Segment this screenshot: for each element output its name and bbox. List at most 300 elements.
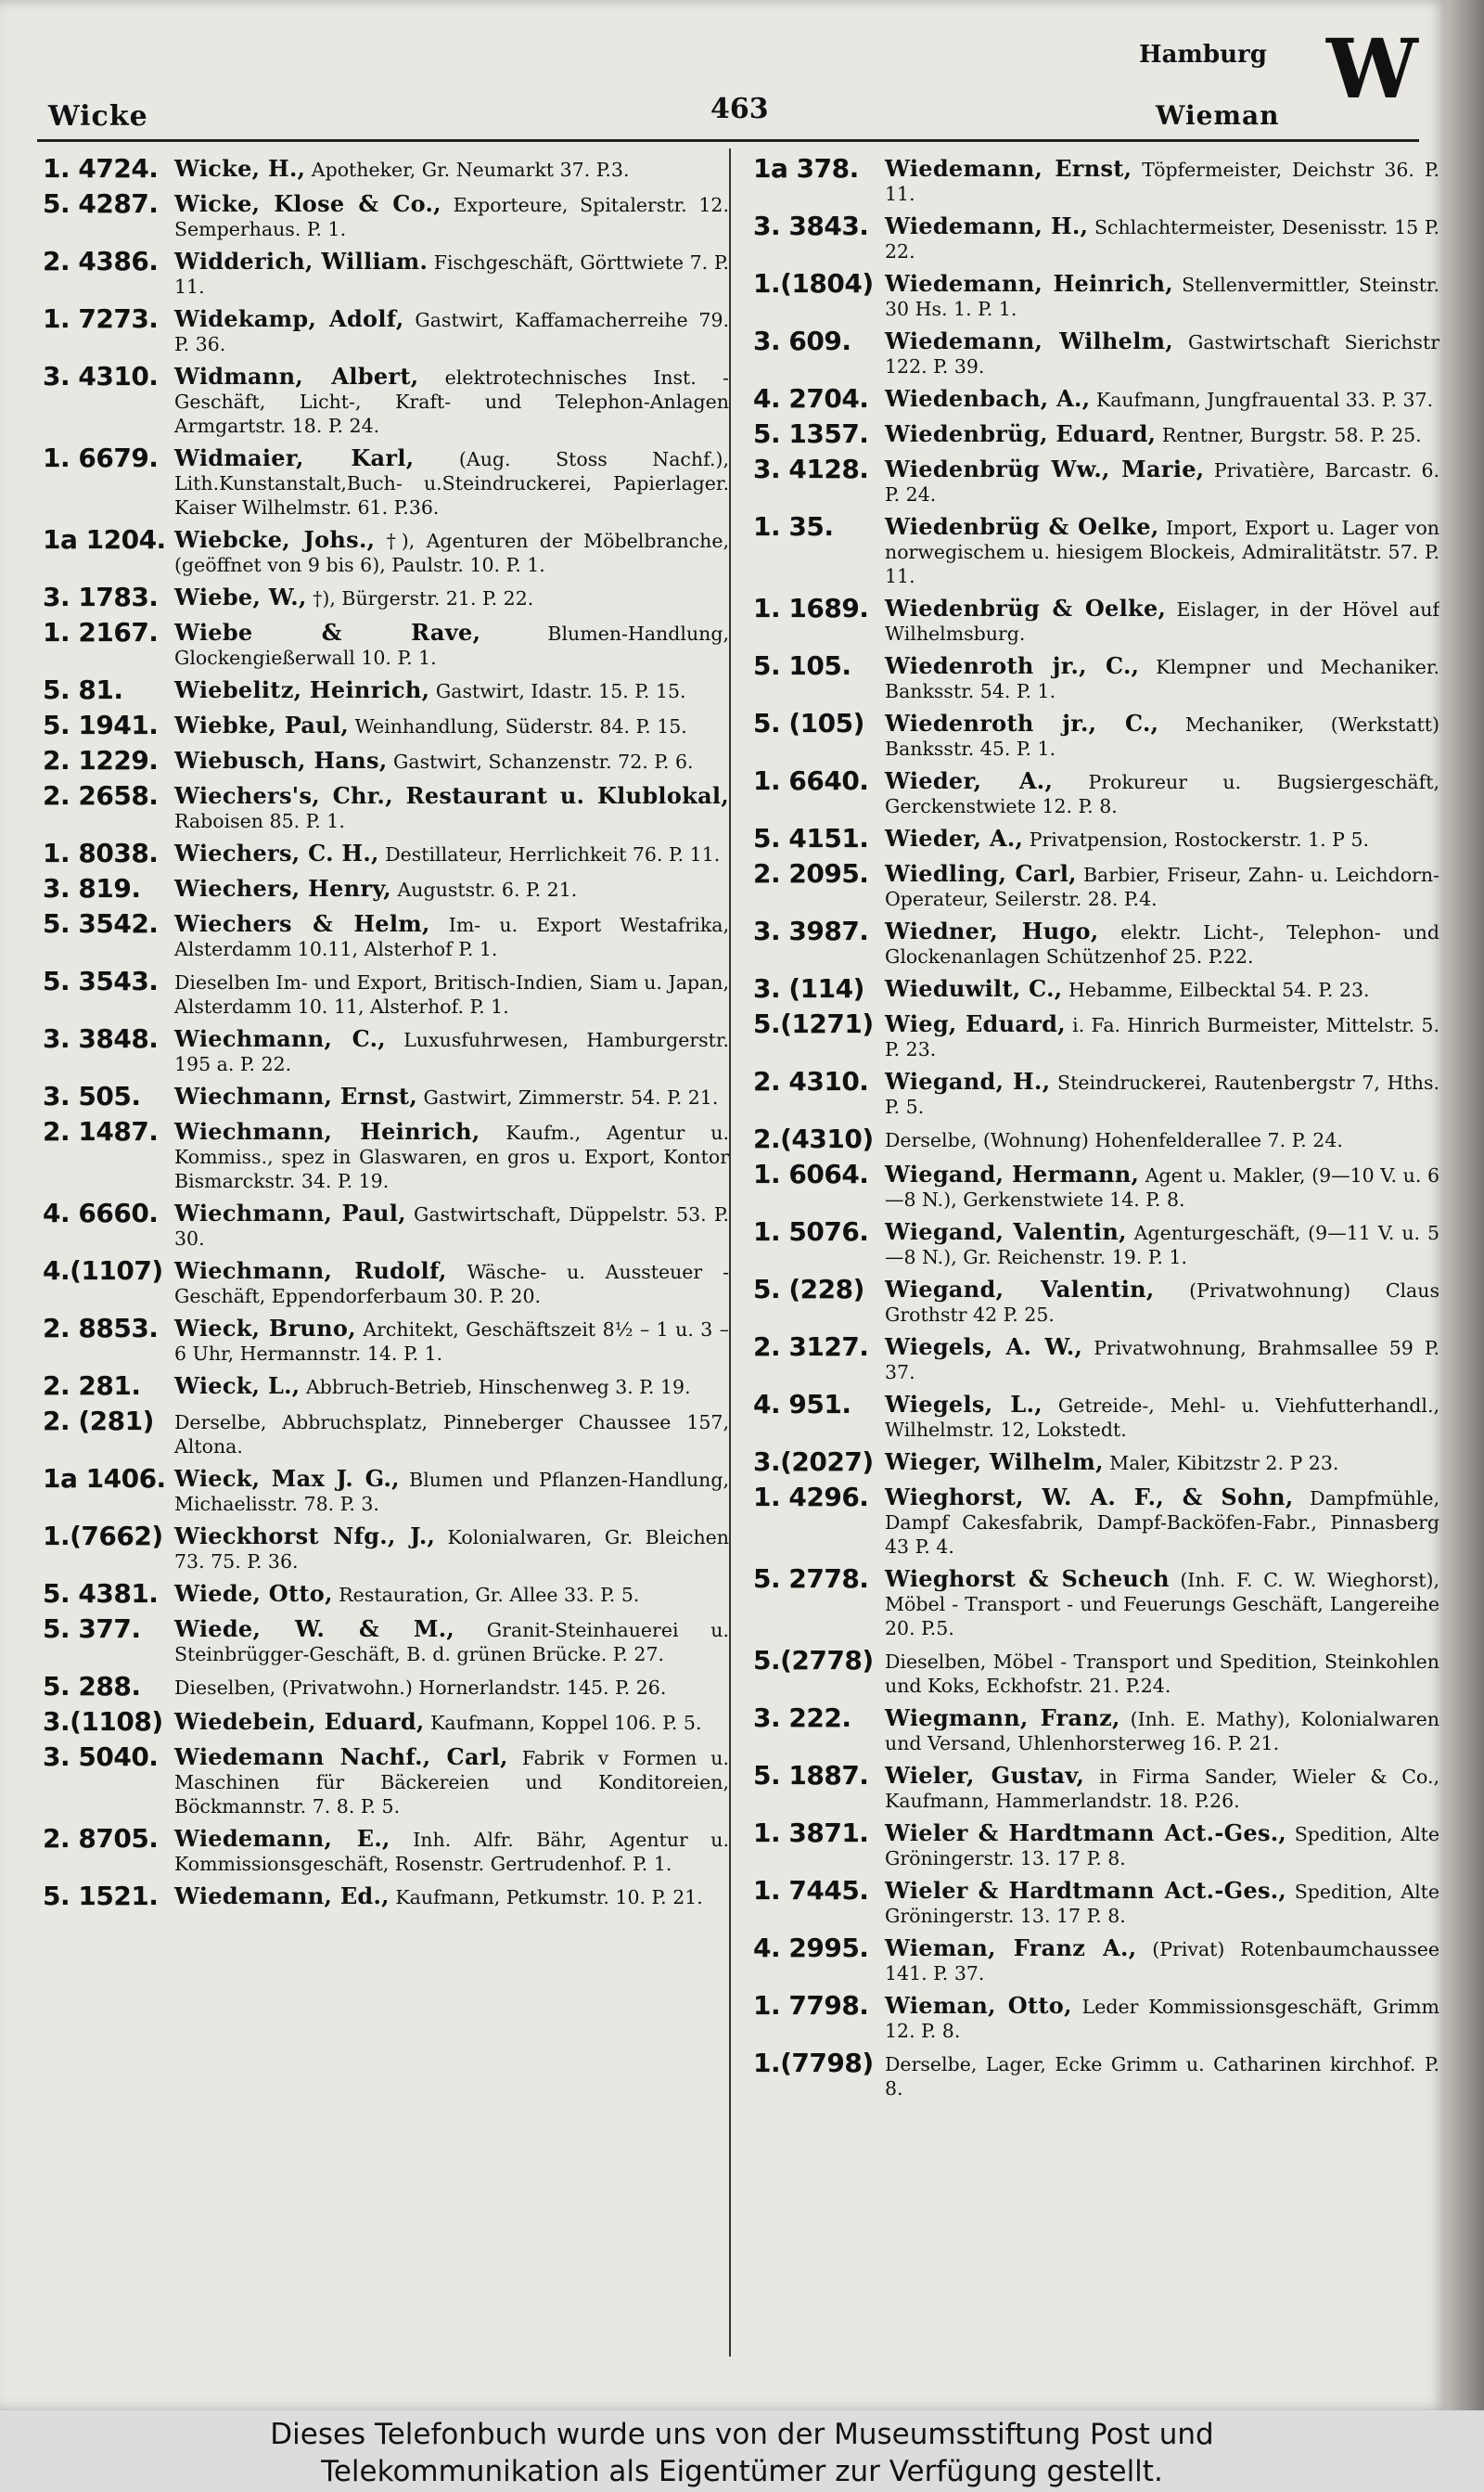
city-heading: Hamburg: [1139, 41, 1267, 69]
directory-entry: [43, 1672, 729, 1702]
entry-text: [174, 839, 729, 867]
phone-number: 1. 35.: [753, 511, 834, 542]
entry-details: Leder Kommissionsgeschäft, Grimm 12. P. 8.: [885, 1996, 1439, 2042]
entry-text: [885, 2049, 1439, 2100]
directory-entry: [753, 1067, 1439, 1119]
directory-entry: [43, 525, 729, 577]
directory-entry: [753, 1009, 1439, 1061]
entry-text: [174, 1579, 729, 1607]
phone-number: 1. 1689.: [753, 593, 869, 623]
entry-details: Mechaniker, (Werkstatt) Banksstr. 45. P. 1.: [885, 713, 1439, 760]
phone-number: 3. 222.: [753, 1702, 851, 1733]
subscriber-name: Wiegels, A. W.,: [885, 1333, 1083, 1360]
phone-number: 3. 5040.: [43, 1741, 159, 1772]
phone-number: 1. 6064.: [753, 1159, 869, 1189]
right-column: [753, 154, 1439, 2362]
phone-number: 5. 3543.: [43, 966, 159, 996]
subscriber-name: Wiedling, Carl,: [885, 860, 1077, 887]
phone-number: 3. 505.: [43, 1081, 141, 1111]
directory-entry: [753, 512, 1439, 588]
entry-details: Klempner und Mechaniker. Banksstr. 54. P. 1.: [885, 656, 1439, 702]
entry-text: [174, 1882, 729, 1909]
entry-text: [174, 1522, 729, 1574]
subscriber-name: Wiedenroth jr., C.,: [885, 710, 1159, 737]
phone-number: 2. 281.: [43, 1370, 141, 1401]
phone-number: 5. 1941.: [43, 710, 159, 740]
directory-entry: [43, 967, 729, 1019]
phone-number: 4. 2995.: [753, 1933, 869, 1963]
phone-number: 4. 2704.: [753, 383, 869, 414]
directory-entry: [753, 1160, 1439, 1212]
entry-text: [885, 1646, 1439, 1698]
subscriber-name: Wieck, Max J. G.,: [174, 1465, 400, 1492]
phone-number: 5. (228): [753, 1274, 864, 1304]
entry-text: [174, 583, 729, 610]
entry-details: Dieselben, (Privatwohn.) Hornerlandstr. 145. P. 26.: [174, 1676, 667, 1699]
entry-details: Rentner, Burgstr. 58. P. 25.: [1156, 424, 1422, 446]
entry-details: Schlachtermeister, Desenisstr. 15 P. 22.: [885, 216, 1439, 263]
subscriber-name: Wieg, Eduard,: [885, 1010, 1066, 1037]
entry-details: Gastwirt, Zimmerstr. 54. P. 21.: [416, 1086, 719, 1109]
phone-number: 5. 81.: [43, 674, 123, 705]
page-header: [0, 0, 1447, 148]
entry-text: [174, 781, 729, 833]
phone-number: 2. 4386.: [43, 246, 159, 276]
entry-text: [885, 824, 1439, 852]
entry-details: Blumen und Pflanzen-Handlung, Michaelisstr. 78. P. 3.: [174, 1469, 729, 1515]
entry-details: †), Agenturen der Möbelbranche, (geöffnet von 9 bis 6), Paulstr. 10. P. 1.: [174, 530, 729, 576]
subscriber-name: Wiede, Otto,: [174, 1580, 333, 1607]
entry-text: [174, 1824, 729, 1876]
subscriber-name: Wieman, Otto,: [885, 1992, 1072, 2019]
phone-number: 5. (105): [753, 708, 864, 739]
subscriber-name: Wiebelitz, Heinrich,: [174, 676, 430, 703]
header-rule: [37, 139, 1419, 142]
footer-line-1: Dieses Telefonbuch wurde uns von der Museumsstiftung Post und: [270, 2418, 1214, 2451]
entry-details: Blumen-Handlung, Glockengießerwall 10. P. 1.: [174, 623, 729, 669]
subscriber-name: Wiedemann, Ernst,: [885, 155, 1132, 182]
entry-text: [174, 189, 729, 241]
subscriber-name: Wiedebein, Eduard,: [174, 1708, 425, 1735]
subscriber-name: Widmaier, Karl,: [174, 444, 415, 471]
entry-details: Weinhandlung, Süderstr. 84. P. 15.: [349, 715, 687, 738]
subscriber-name: Wiegand, Hermann,: [885, 1161, 1140, 1188]
phone-number: 2. (281): [43, 1406, 154, 1436]
directory-entry: [43, 247, 729, 299]
directory-entry: [43, 1407, 729, 1458]
entry-details: Kaufmann, Koppel 106. P. 5.: [424, 1712, 702, 1734]
entry-details: (Aug. Stoss Nachf.), Lith.Kunstanstalt,Buch- u.Steindruckerei, Papierlager. Kaiser Wilhelmstr. 61. P.36.: [174, 448, 729, 519]
directory-entry: [753, 766, 1439, 818]
entry-details: Kaufm., Agentur u. Kommiss., spez in Glaswaren, en gros u. Export, Kontor Bismarckstr. 34. P. 19.: [174, 1122, 729, 1192]
directory-entry: [43, 1256, 729, 1308]
directory-entry: [753, 1483, 1439, 1559]
directory-entry: [753, 2049, 1439, 2100]
subscriber-name: Wiebusch, Hans,: [174, 747, 388, 774]
section-letter: W: [1326, 20, 1418, 117]
entry-details: Agenturgeschäft, (9—11 V. u. 5—8 N.), Gr. Reichenstr. 19. P. 1.: [885, 1222, 1439, 1268]
entry-text: [885, 709, 1439, 761]
entry-details: Dieselben Im- und Export, Britisch-Indien, Siam u. Japan, Alsterdamm 10. 11, Alsterhof. P. 1.: [174, 971, 729, 1018]
entry-details: Spedition, Alte Gröningerstr. 13. 17 P. 8.: [885, 1823, 1439, 1869]
phone-number: 1. 7273.: [43, 303, 159, 334]
phone-number: 1.(7662): [43, 1521, 163, 1551]
directory-entry: [43, 583, 729, 612]
subscriber-name: Wiedenbrüg, Eduard,: [885, 420, 1157, 447]
subscriber-name: Wiechmann, C.,: [174, 1025, 386, 1052]
directory-entry: [753, 1646, 1439, 1698]
directory-entry: [753, 974, 1439, 1004]
entry-text: [885, 1332, 1439, 1384]
entry-details: Privatwohnung, Brahmsallee 59 P. 37.: [885, 1337, 1439, 1383]
column-divider: [729, 148, 731, 2357]
directory-entry: [753, 1217, 1439, 1269]
subscriber-name: Wiedenbrüg & Oelke,: [885, 595, 1167, 622]
entry-details: in Firma Sander, Wieler & Co., Kaufmann, Hammerlandstr. 18. P.26.: [885, 1766, 1439, 1812]
entry-details: Kolonialwaren, Gr. Bleichen 73. 75. P. 36.: [174, 1526, 729, 1573]
phone-number: 5. 377.: [43, 1613, 141, 1644]
entry-text: [885, 1483, 1439, 1559]
entry-text: [885, 1761, 1439, 1813]
phone-number: 2.(4310): [753, 1124, 874, 1154]
phone-number: 3.(1108): [43, 1706, 163, 1737]
directory-entry: [753, 1818, 1439, 1870]
entry-details: Im- u. Export Westafrika, Alsterdamm 10.11, Alsterhof P. 1.: [174, 914, 729, 960]
left-column: [43, 154, 729, 2362]
subscriber-name: Wiegmann, Franz,: [885, 1704, 1120, 1731]
entry-text: [885, 1564, 1439, 1640]
entry-text: [885, 384, 1439, 412]
directory-entry: [43, 154, 729, 184]
entry-details: Barbier, Friseur, Zahn- u. Leichdorn-Operateur, Seilerstr. 28. P.4.: [885, 864, 1439, 910]
entry-text: [174, 967, 729, 1019]
subscriber-name: Wiechers, C. H.,: [174, 840, 379, 867]
entry-text: [885, 1447, 1439, 1475]
directory-entry: [43, 1742, 729, 1818]
subscriber-name: Wiegand, Valentin,: [885, 1276, 1155, 1303]
directory-entry: [753, 1124, 1439, 1154]
subscriber-name: Wiedemann, Ed.,: [174, 1882, 390, 1909]
subscriber-name: Wiedenbrüg Ww., Marie,: [885, 456, 1205, 482]
entry-details: Gastwirt, Schanzenstr. 72. P. 6.: [387, 751, 694, 773]
entry-details: Gastwirtschaft Sierichstr 122. P. 39.: [885, 331, 1439, 378]
directory-entry: [753, 419, 1439, 449]
entry-details: Inh. Alfr. Bähr, Agentur u. Kommissionsgeschäft, Rosenstr. Gertrudenhof. P. 1.: [174, 1829, 729, 1875]
phone-number: 3. 609.: [753, 326, 851, 356]
directory-entry: [753, 1447, 1439, 1477]
subscriber-name: Wiedenbach, A.,: [885, 385, 1091, 412]
entry-text: [885, 1818, 1439, 1870]
subscriber-name: Wiechmann, Rudolf,: [174, 1257, 447, 1284]
phone-number: 5. 3542.: [43, 908, 159, 939]
subscriber-name: Wiedemann, E.,: [174, 1825, 390, 1852]
subscriber-name: Wiechmann, Heinrich,: [174, 1118, 480, 1145]
subscriber-name: Wiechmann, Ernst,: [174, 1083, 417, 1110]
entry-details: Gastwirtschaft, Düppelstr. 53. P. 30.: [174, 1203, 729, 1250]
directory-entry: [43, 874, 729, 904]
entry-text: [885, 269, 1439, 321]
directory-entry: [753, 859, 1439, 911]
directory-entry: [753, 455, 1439, 507]
entry-details: elektr. Licht-, Telephon- und Glockenanlagen Schützenhof 25. P.22.: [885, 921, 1439, 968]
subscriber-name: Wieder, A.,: [885, 825, 1024, 852]
entry-details: Derselbe, Lager, Ecke Grimm u. Catharinen kirchhof. P. 8.: [885, 2053, 1439, 2100]
phone-number: 3. 4128.: [753, 454, 869, 484]
directory-entry: [43, 1522, 729, 1574]
entry-details: Granit-Steinhauerei u. Steinbrügger-Geschäft, B. d. grünen Brücke. P. 27.: [174, 1619, 729, 1665]
entry-details: Getreide-, Mehl- u. Viehfutterhandl., Wilhelmstr. 12, Lokstedt.: [885, 1394, 1439, 1441]
phone-number: 3. 3987.: [753, 916, 869, 946]
entry-details: Apotheker, Gr. Neumarkt 37. P.3.: [305, 159, 630, 181]
directory-entry: [43, 675, 729, 705]
phone-number: 3. (114): [753, 973, 864, 1004]
entry-text: [174, 909, 729, 961]
directory-entry: [43, 781, 729, 833]
phone-number: 2. 3127.: [753, 1331, 869, 1362]
entry-details: elektrotechnisches Inst. - Geschäft, Licht-, Kraft- und Telephon-Anlagen Armgartstr. 18. P. 24.: [174, 366, 729, 437]
entry-details: Destillateur, Herrlichkeit 76. P. 11.: [378, 843, 721, 866]
subscriber-name: Wiebe, W.,: [174, 584, 307, 610]
right-guide-word: Wieman: [1156, 100, 1280, 131]
directory-entry: [43, 1371, 729, 1401]
directory-entry: [43, 746, 729, 776]
phone-number: 1. 5076.: [753, 1216, 869, 1247]
subscriber-name: Wiedemann, Wilhelm,: [885, 328, 1174, 354]
entry-details: Wäsche- u. Aussteuer - Geschäft, Eppendorferbaum 30. P. 20.: [174, 1261, 729, 1307]
entry-text: [174, 711, 729, 739]
phone-number: 4. 6660.: [43, 1198, 159, 1228]
phone-number: 5. 1521.: [43, 1881, 159, 1911]
phone-number: 1. 3871.: [753, 1818, 869, 1848]
entry-text: [885, 917, 1439, 969]
entry-text: [885, 1275, 1439, 1327]
directory-entry: [43, 1579, 729, 1609]
phone-number: 1a 1204.: [43, 524, 166, 555]
entry-details: (Inh. E. Mathy), Kolonialwaren und Versand, Uhlenhorsterweg 16. P. 21.: [885, 1708, 1439, 1754]
subscriber-name: Wieckhorst Nfg., J.,: [174, 1522, 436, 1549]
entry-text: [174, 1407, 729, 1458]
directory-entry: [43, 839, 729, 868]
phone-number: 1a 378.: [753, 154, 859, 184]
subscriber-name: Wiechers, Henry,: [174, 875, 391, 902]
subscriber-name: Wiede, W. & M.,: [174, 1615, 455, 1642]
subscriber-name: Wiedner, Hugo,: [885, 918, 1099, 944]
phone-number: 3. 4310.: [43, 361, 159, 392]
entry-details: Gastwirt, Idastr. 15. P. 15.: [429, 680, 686, 702]
entry-details: Fischgeschäft, Görttwiete 7. P. 11.: [174, 251, 729, 298]
phone-number: 3. 819.: [43, 873, 141, 904]
entry-details: Eislager, in der Hövel auf Wilhelmsburg.: [885, 598, 1439, 645]
phone-number: 2. 1487.: [43, 1116, 159, 1147]
subscriber-name: Wieghorst, W. A. F., & Sohn,: [885, 1484, 1294, 1510]
subscriber-name: Widmann, Albert,: [174, 363, 419, 390]
phone-number: 5. 4381.: [43, 1578, 159, 1609]
directory-entry: [753, 1564, 1439, 1640]
entry-text: [174, 154, 729, 182]
subscriber-name: Wiebcke, Johs.,: [174, 526, 376, 553]
subscriber-name: Wiegels, L.,: [885, 1391, 1043, 1418]
entry-details: (Privat) Rotenbaumchaussee 141. P. 37.: [885, 1938, 1439, 1985]
directory-entry: [753, 594, 1439, 646]
phone-number: 1. 7798.: [753, 1990, 869, 2021]
entry-text: [174, 1082, 729, 1110]
entry-details: Derselbe, (Wohnung) Hohenfelderallee 7. P. 24.: [885, 1129, 1343, 1151]
phone-number: 3. 3843.: [753, 211, 869, 241]
directory-entry: [753, 824, 1439, 854]
phone-number: 2. 8705.: [43, 1823, 159, 1854]
entry-details: Raboisen 85. P. 1.: [174, 810, 345, 832]
entry-details: i. Fa. Hinrich Burmeister, Mittelstr. 5. P. 23.: [885, 1014, 1439, 1060]
entry-details: (Privatwohnung) Claus Grothstr 42 P. 25.: [885, 1279, 1439, 1326]
entry-text: [885, 651, 1439, 703]
phone-number: 3.(2027): [753, 1446, 874, 1477]
entry-text: [174, 1464, 729, 1516]
phone-number: 1. 2167.: [43, 617, 159, 648]
entry-details: Fabrik v Formen u. Maschinen für Bäckereien und Konditoreien, Böckmannstr. 7. 8. P. 5.: [174, 1747, 729, 1818]
directory-entry: [43, 1082, 729, 1111]
subscriber-name: Wieger, Wilhelm,: [885, 1448, 1104, 1475]
entry-text: [174, 675, 729, 703]
entry-text: [885, 512, 1439, 588]
entry-text: [174, 525, 729, 577]
entry-details: Auguststr. 6. P. 21.: [390, 879, 578, 901]
entry-details: Kaufmann, Petkumstr. 10. P. 21.: [389, 1886, 703, 1908]
subscriber-name: Wieler, Gustav,: [885, 1762, 1085, 1789]
subscriber-name: Wiebe & Rave,: [174, 619, 481, 646]
subscriber-name: Wieler & Hardtmann Act.-Ges.,: [885, 1877, 1287, 1904]
phone-number: 2. 2095.: [753, 858, 869, 889]
subscriber-name: Wieler & Hardtmann Act.-Ges.,: [885, 1819, 1287, 1846]
directory-entry: [753, 917, 1439, 969]
entry-details: Privatpension, Rostockerstr. 1. P 5.: [1023, 829, 1370, 851]
entry-text: [885, 1160, 1439, 1212]
directory-entry: [43, 711, 729, 740]
entry-text: [885, 766, 1439, 818]
subscriber-name: Wiebke, Paul,: [174, 712, 350, 739]
directory-entry: [43, 1314, 729, 1366]
entry-text: [885, 594, 1439, 646]
entry-details: Restauration, Gr. Allee 33. P. 5.: [332, 1584, 640, 1606]
subscriber-name: Wiedenroth jr., C.,: [885, 652, 1140, 679]
entry-details: Hebamme, Eilbecktal 54. P. 23.: [1062, 979, 1370, 1001]
entry-text: [885, 212, 1439, 263]
entry-text: [174, 247, 729, 299]
entry-text: [885, 974, 1439, 1002]
phone-number: 5. 2778.: [753, 1563, 869, 1594]
directory-entry: [753, 651, 1439, 703]
entry-text: [174, 304, 729, 356]
entry-text: [174, 1707, 729, 1735]
entry-details: Prokureur u. Bugsiergeschäft, Gerckenstwiete 12. P. 8.: [885, 771, 1439, 817]
entry-details: Abbruch-Betrieb, Hinschenweg 3. P. 19.: [300, 1376, 691, 1398]
subscriber-name: Wiechmann, Paul,: [174, 1200, 406, 1227]
entry-text: [885, 1124, 1439, 1152]
entry-text: [174, 1199, 729, 1251]
entry-details: Gastwirt, Kaffamacherreihe 79. P. 36.: [174, 309, 729, 355]
directory-entry: [753, 1275, 1439, 1327]
subscriber-name: Wieck, Bruno,: [174, 1315, 356, 1342]
entry-text: [174, 1117, 729, 1193]
entry-details: Dampfmühle, Dampf Cakesfabrik, Dampf-Backöfen-Fabr., Pinnasberg 43 P. 4.: [885, 1487, 1439, 1558]
phone-number: 5. 105.: [753, 650, 851, 681]
subscriber-name: Wiedenbrüg & Oelke,: [885, 513, 1159, 540]
entry-text: [885, 1991, 1439, 2043]
directory-entry: [753, 1703, 1439, 1755]
phone-number: 5. 1357.: [753, 418, 869, 449]
phone-number: 2. 1229.: [43, 745, 159, 776]
phone-number: 3. 1783.: [43, 582, 159, 612]
entry-text: [885, 859, 1439, 911]
phone-number: 2. 2658.: [43, 780, 159, 811]
entry-text: [885, 154, 1439, 206]
subscriber-name: Wicke, H.,: [174, 155, 306, 182]
phone-number: 2. 4310.: [753, 1066, 869, 1097]
subscriber-name: Widderich, William.: [174, 248, 429, 275]
entry-text: [885, 455, 1439, 507]
phone-number: 5. 1887.: [753, 1760, 869, 1791]
subscriber-name: Wiegand, H.,: [885, 1068, 1051, 1095]
entry-details: (Inh. F. C. W. Wieghorst), Möbel - Transport - und Feuerungs Geschäft, Langereihe 20. P.5.: [885, 1569, 1439, 1639]
entry-details: Töpfermeister, Deichstr 36. P. 11.: [885, 159, 1439, 205]
directory-entry: [43, 362, 729, 438]
entry-details: Dieselben, Möbel - Transport und Spedition, Steinkohlen und Koks, Eckhofstr. 21. P.24.: [885, 1651, 1439, 1697]
entry-text: [174, 443, 729, 520]
directory-entry: [753, 1933, 1439, 1985]
footer-line-2: Telekommunikation als Eigentümer zur Verfügung gestellt.: [321, 2455, 1163, 2488]
phone-number: 1. 6679.: [43, 443, 159, 473]
entry-text: [174, 1314, 729, 1366]
entry-text: [174, 874, 729, 902]
entry-text: [885, 1067, 1439, 1119]
directory-entry: [753, 384, 1439, 414]
entry-details: Steindruckerei, Rautenbergstr 7, Hths. P. 5.: [885, 1072, 1439, 1118]
directory-entry: [43, 1707, 729, 1737]
directory-entry: [43, 304, 729, 356]
left-guide-word: Wicke: [48, 100, 148, 133]
entry-text: [174, 1256, 729, 1308]
directory-entry: [43, 1824, 729, 1876]
page-number: 463: [710, 93, 769, 125]
phone-number: 5. 4287.: [43, 188, 159, 219]
directory-entry: [43, 1882, 729, 1911]
footer-notice: [0, 2410, 1484, 2492]
phone-number: 1. 4724.: [43, 154, 159, 184]
entry-details: †), Bürgerstr. 21. P. 22.: [306, 587, 534, 610]
page-edge-shadow: [1447, 0, 1484, 2410]
subscriber-name: Wieder, A.,: [885, 767, 1054, 794]
directory-entry: [43, 189, 729, 241]
subscriber-name: Wiedemann, H.,: [885, 212, 1089, 239]
entry-text: [885, 1933, 1439, 1985]
entry-text: [885, 1703, 1439, 1755]
phone-number: 1.(1804): [753, 268, 874, 299]
directory-entry: [43, 1464, 729, 1516]
phone-number: 5.(1271): [753, 1008, 874, 1039]
entry-text: [885, 1390, 1439, 1442]
directory-entry: [753, 327, 1439, 379]
phone-number: 5. 4151.: [753, 823, 869, 854]
subscriber-name: Wiechers's, Chr., Restaurant u. Klublokal,: [174, 782, 729, 809]
entry-details: Import, Export u. Lager von norwegischem u. hiesigem Blockeis, Admiralitätstr. 57. P. 11.: [885, 517, 1439, 587]
directory-entry: [43, 909, 729, 961]
subscriber-name: Wiedemann Nachf., Carl,: [174, 1743, 508, 1770]
entry-text: [174, 1614, 729, 1666]
entry-text: [174, 618, 729, 670]
entry-details: Exporteure, Spitalerstr. 12. Semperhaus. P. 1.: [174, 194, 729, 240]
phone-number: 4. 951.: [753, 1389, 851, 1419]
entry-text: [885, 1217, 1439, 1269]
subscriber-name: Wieghorst & Scheuch: [885, 1565, 1170, 1592]
